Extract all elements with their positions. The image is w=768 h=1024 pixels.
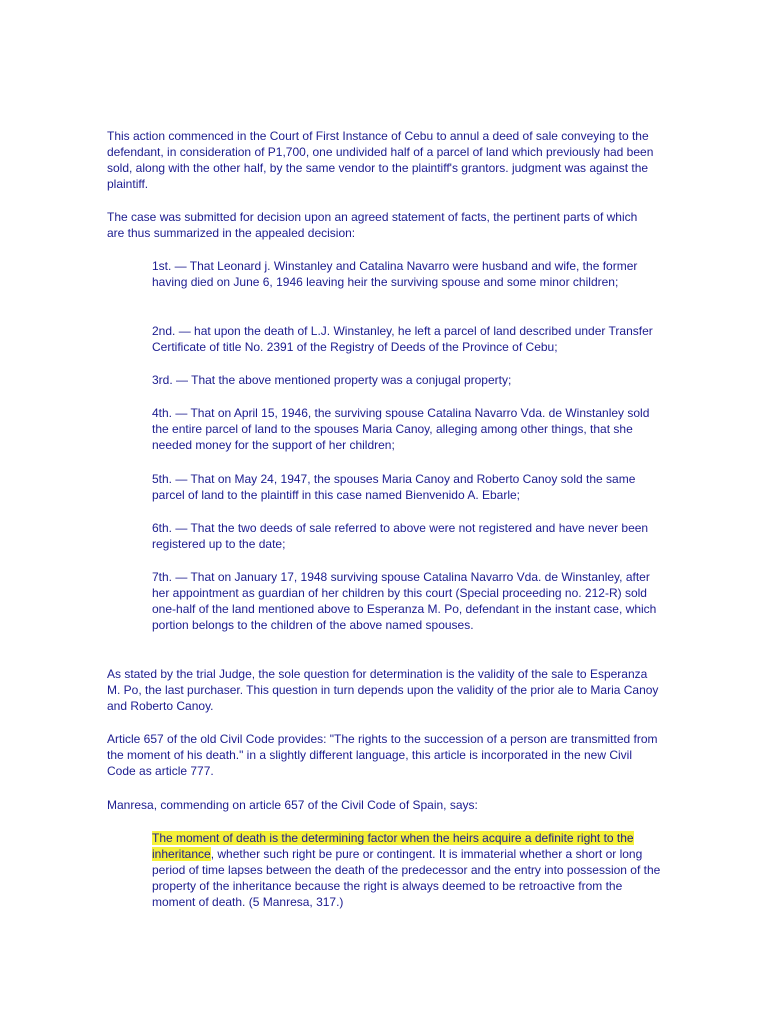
paragraph-trial-judge: As stated by the trial Judge, the sole question for determination is the validity of the sale to Esperanza M. Po, the last purchaser. This question in turn depends upon the validity of the prior ale to Maria Canoy and Roberto Canoy. xyxy=(107,667,659,713)
fact-6th: 6th. — That the two deeds of sale referred to above were not registered and have never been registered up to the date; xyxy=(152,521,649,551)
fact-1st: 1st. — That Leonard j. Winstanley and Catalina Navarro were husband and wife, the former having died on June 6, 1946 leaving heir the surviving spouse and some minor children; xyxy=(152,259,638,289)
fact-5th: 5th. — That on May 24, 1947, the spouses Maria Canoy and Roberto Canoy sold the same parcel of land to the plaintiff in this case named Bienvenido A. Ebarle; xyxy=(152,472,636,502)
fact-4th: 4th. — That on April 15, 1946, the surviving spouse Catalina Navarro Vda. de Winstanley sold the entire parcel of land to the spouses Maria Canoy, alleging among other things, that she needed money for the support of her children; xyxy=(152,406,650,452)
paragraph-article-657: Article 657 of the old Civil Code provides: "The rights to the succession of a person are transmitted from the moment of his death." in a slightly different language, this article is incorporated in the new Civil Code as article 777. xyxy=(107,732,658,778)
fact-2nd: 2nd. — hat upon the death of L.J. Winstanley, he left a parcel of land described under Transfer Certificate of title No. 2391 of the Registry of Deeds of the Province of Cebu; xyxy=(152,324,653,354)
fact-3rd: 3rd. — That the above mentioned property was a conjugal property; xyxy=(152,373,512,387)
manresa-quote xyxy=(152,830,664,910)
fact-7th: 7th. — That on January 17, 1948 surviving spouse Catalina Navarro Vda. de Winstanley, after her appointment as guardian of her children by this court (Special proceeding no. 212-R) sold one-half of the land mentioned above to Esperanza M. Po, defendant in the instant case, which portion belongs to the children of the above named spouses. xyxy=(152,570,657,632)
highlighted-quote-text: The moment of death is the determining factor when the heirs acquire a definite right to the inheritance xyxy=(152,831,634,861)
quote-remainder: , whether such right be pure or contingent. It is immaterial whether a short or long period of time lapses between the death of the predecessor and the entry into possession of the property of the inheritance because the right is always deemed to be retroactive from the moment of death. (5 Manresa, 317.) xyxy=(152,847,661,909)
paragraph-manresa-intro: Manresa, commending on article 657 of the Civil Code of Spain, says: xyxy=(107,798,478,812)
paragraph-intro: This action commenced in the Court of First Instance of Cebu to annul a deed of sale conveying to the defendant, in consideration of P1,700, one undivided half of a parcel of land which previously had been sold, along with the other half, by the same vendor to the plaintiff's grantors. judgment was against the plaintiff. xyxy=(107,129,654,191)
paragraph-agreed-facts: The case was submitted for decision upon an agreed statement of facts, the pertinent parts of which are thus summarized in the appealed decision: xyxy=(107,210,638,240)
